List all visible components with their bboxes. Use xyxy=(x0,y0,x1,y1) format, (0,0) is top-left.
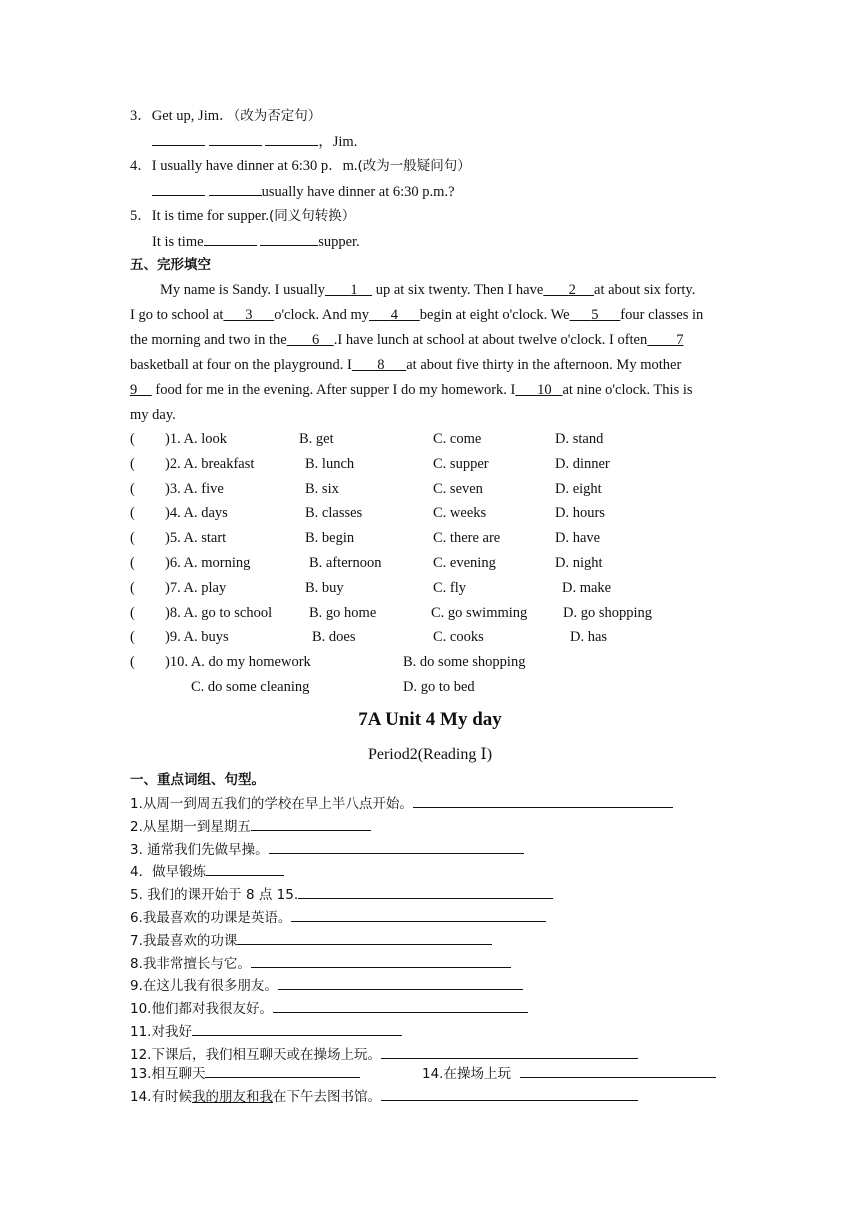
answer-blank[interactable] xyxy=(192,1021,402,1036)
item-13 xyxy=(130,1063,360,1084)
item-text: 8.我非常擅长与它。 xyxy=(130,955,251,972)
option-a[interactable]: )5. A. start xyxy=(165,530,227,547)
answer-paren[interactable]: ( xyxy=(130,604,135,621)
option-d[interactable]: D. hours xyxy=(555,505,605,522)
blank[interactable] xyxy=(152,181,205,196)
item-text-underlined: 我的朋友和我 xyxy=(191,1089,273,1105)
option-a[interactable]: )8. A. go to school xyxy=(165,604,273,621)
option-a[interactable]: )2. A. breakfast xyxy=(165,455,255,472)
answer-paren[interactable]: ( xyxy=(130,505,135,522)
q4-answer-tail: usually have dinner at 6:30 p.m.? xyxy=(261,184,455,200)
option-c[interactable]: C. go swimming xyxy=(431,604,528,621)
answer-paren[interactable]: ( xyxy=(130,555,135,571)
unit-title: 7A Unit 4 My day xyxy=(358,709,502,730)
cloze-text: My name is Sandy. I usually xyxy=(160,282,325,298)
q10-option-c[interactable]: C. do some cleaning xyxy=(191,679,310,695)
option-c[interactable]: C. supper xyxy=(433,455,489,472)
phrase-item xyxy=(130,816,371,837)
phrase-item xyxy=(130,1044,638,1065)
answer-blank[interactable] xyxy=(269,839,524,854)
option-d[interactable]: D. has xyxy=(570,629,608,646)
phrase-item xyxy=(130,930,492,951)
cloze-line-1 xyxy=(160,280,695,300)
answer-blank[interactable] xyxy=(206,861,284,876)
blank-number: 3 xyxy=(245,307,253,323)
answer-paren[interactable]: ( xyxy=(130,480,135,497)
blank[interactable] xyxy=(209,181,262,196)
cloze-blank-9[interactable] xyxy=(130,382,152,398)
cloze-text: at nine o'clock. This is xyxy=(562,382,693,398)
option-c[interactable]: C. there are xyxy=(433,530,501,547)
blank-number: 7 xyxy=(676,332,684,348)
answer-blank[interactable] xyxy=(520,1063,716,1078)
answer-paren[interactable]: ( xyxy=(130,629,135,646)
cloze-text: .I have lunch at school at about twelve o'clock. I often xyxy=(333,332,648,348)
question-5 xyxy=(130,206,355,226)
phrase-item xyxy=(130,839,524,860)
answer-blank[interactable] xyxy=(413,793,673,808)
option-d[interactable]: D. go shopping xyxy=(563,604,653,621)
answer-blank[interactable] xyxy=(291,907,546,922)
blank[interactable] xyxy=(260,231,318,246)
cloze-text: basketball at four on the playground. I xyxy=(130,357,352,373)
cloze-text: four classes in xyxy=(620,307,704,323)
cloze-blank-10[interactable] xyxy=(515,382,562,398)
item-text: 在下午去图书馆。 xyxy=(272,1089,381,1105)
q5-answer-line xyxy=(152,231,360,252)
item-text: 1.从周一到周五我们的学校在早上半八点开始。 xyxy=(130,796,413,812)
option-c[interactable]: C. come xyxy=(433,431,482,447)
cloze-text: begin at eight o'clock. We xyxy=(419,307,570,323)
option-a[interactable]: )9. A. buys xyxy=(165,629,229,646)
option-c[interactable]: C. weeks xyxy=(433,505,487,522)
cloze-line-3 xyxy=(130,330,683,350)
cloze-text: at about five thirty in the afternoon. My mother xyxy=(406,357,682,373)
cloze-blank-7[interactable] xyxy=(647,332,683,348)
blank-number: 10 xyxy=(537,382,552,398)
option-b[interactable]: B. six xyxy=(305,480,339,497)
answer-paren[interactable]: ( xyxy=(130,431,135,447)
option-a[interactable]: )7. A. play xyxy=(165,579,227,596)
option-c[interactable]: C. evening xyxy=(433,555,496,571)
answer-paren[interactable]: ( xyxy=(130,455,135,472)
cloze-blank-4[interactable] xyxy=(369,307,420,323)
option-d[interactable]: D. eight xyxy=(555,480,602,497)
phrase-item xyxy=(130,861,284,882)
option-b[interactable]: B. buy xyxy=(305,579,344,596)
phrase-item xyxy=(130,793,673,814)
question-4 xyxy=(130,156,471,176)
cloze-blank-1[interactable] xyxy=(325,282,372,298)
option-b[interactable]: B. does xyxy=(312,629,356,646)
answer-blank[interactable] xyxy=(273,998,528,1013)
cloze-text: at about six forty. xyxy=(594,282,696,298)
q4-answer-line xyxy=(152,181,455,202)
q5-answer-head: It is time xyxy=(152,234,204,250)
item-text: 14.有时候 xyxy=(130,1089,192,1105)
item-text: 10.他们都对我很友好。 xyxy=(130,1001,273,1018)
item-text: 7.我最喜欢的功课 xyxy=(130,932,238,949)
option-d[interactable]: D. dinner xyxy=(555,455,610,472)
cloze-blank-8[interactable] xyxy=(352,357,406,373)
blank-number: 2 xyxy=(568,282,576,298)
q4-hint: (改为一般疑问句） xyxy=(357,158,471,174)
option-b[interactable]: B. get xyxy=(299,431,334,447)
phrase-item xyxy=(130,884,553,905)
q3-answer-tail: ，Jim. xyxy=(318,134,358,150)
q5-answer-tail: supper. xyxy=(318,234,360,250)
q3-number: 3． xyxy=(130,108,152,124)
cloze-text: I go to school at xyxy=(130,307,224,323)
option-b[interactable]: B. begin xyxy=(305,530,355,547)
option-b[interactable]: B. go home xyxy=(309,604,377,621)
answer-blank[interactable] xyxy=(251,953,511,968)
q10-option-b[interactable]: B. do some shopping xyxy=(403,654,526,670)
cloze-heading: 五、完形填空 xyxy=(130,257,211,273)
option-a[interactable]: )6. A. morning xyxy=(165,555,251,571)
item-text: 11.对我好 xyxy=(130,1024,192,1040)
cloze-blank-6[interactable] xyxy=(287,332,334,348)
q4-number: 4． xyxy=(130,158,152,174)
answer-blank[interactable] xyxy=(381,1044,638,1059)
q4-text: I usually have dinner at 6:30 p．m. xyxy=(151,158,358,174)
item-text: 3. 通常我们先做早操。 xyxy=(130,841,269,858)
q3-hint: （改为否定句） xyxy=(233,108,322,124)
q10-option-a[interactable]: )10. A. do my homework xyxy=(165,654,311,670)
cloze-line-6: my day. xyxy=(130,407,176,423)
cloze-text: food for me in the evening. After supper I do my homework. I xyxy=(151,382,516,398)
cloze-blank-3[interactable] xyxy=(223,307,274,323)
phrase-item xyxy=(130,953,511,974)
answer-blank[interactable] xyxy=(278,975,523,990)
answer-blank[interactable] xyxy=(205,1063,360,1078)
item-text: 9.在这儿我有很多朋友。 xyxy=(130,978,278,995)
blank-number: 9 xyxy=(130,382,138,398)
question-3 xyxy=(130,106,321,126)
blank-number: 1 xyxy=(350,282,358,298)
option-d[interactable]: D. make xyxy=(562,579,612,596)
cloze-text: the morning and two in the xyxy=(130,332,287,348)
q5-text: It is time for supper. xyxy=(151,208,269,224)
blank-number: 6 xyxy=(312,332,320,348)
option-a[interactable]: )1. A. look xyxy=(165,431,228,447)
answer-paren[interactable]: ( xyxy=(130,530,135,547)
option-d[interactable]: D. night xyxy=(555,555,603,571)
cloze-line-5 xyxy=(130,380,693,400)
option-b[interactable]: B. classes xyxy=(305,505,363,522)
answer-blank[interactable] xyxy=(237,930,492,945)
cloze-text: up at six twenty. Then I have xyxy=(372,282,544,298)
phrase-item xyxy=(130,1021,402,1042)
blank[interactable] xyxy=(209,131,262,146)
q10-option-d[interactable]: D. go to bed xyxy=(403,679,475,695)
q10-paren[interactable]: ( xyxy=(130,654,135,670)
q5-hint: (同义句转换） xyxy=(268,208,356,224)
blank[interactable] xyxy=(204,231,257,246)
section-heading: 一、重点词组、句型。 xyxy=(130,772,265,788)
phrase-item xyxy=(130,998,528,1019)
option-a[interactable]: )3. A. five xyxy=(165,480,224,497)
option-d[interactable]: D. stand xyxy=(555,431,604,447)
answer-blank[interactable] xyxy=(298,884,553,899)
blank-number: 5 xyxy=(591,307,599,323)
phrase-item xyxy=(130,975,523,996)
cloze-blank-2[interactable] xyxy=(543,282,594,298)
option-a[interactable]: )4. A. days xyxy=(165,505,228,522)
answer-blank[interactable] xyxy=(381,1086,638,1101)
option-b[interactable]: B. lunch xyxy=(305,455,355,472)
item-text: 12.下课后，我们相互聊天或在操场上玩。 xyxy=(130,1046,381,1063)
blank-number: 4 xyxy=(390,307,399,323)
item-text: 4．做早锻炼 xyxy=(130,864,207,881)
item-text: 5. 我们的课开始于 8 点 15. xyxy=(130,887,299,904)
item-text: 13.相互聊天 xyxy=(130,1066,206,1082)
option-c[interactable]: C. cooks xyxy=(433,629,484,646)
blank-number: 8 xyxy=(377,357,385,373)
period-subtitle: Period2(Reading Ⅰ) xyxy=(367,746,493,763)
blank[interactable] xyxy=(152,131,205,146)
q3-answer-line xyxy=(152,131,357,152)
cloze-line-4 xyxy=(130,355,681,375)
q3-text: Get up, Jim． xyxy=(151,108,234,124)
option-c[interactable]: C. fly xyxy=(433,579,467,596)
item-text: 14.在操场上玩 xyxy=(422,1066,511,1082)
option-b[interactable]: B. afternoon xyxy=(309,555,382,571)
item-text: 2.从星期一到星期五 xyxy=(130,818,251,835)
option-d[interactable]: D. have xyxy=(555,530,601,547)
phrase-item xyxy=(130,907,546,928)
item-text: 6.我最喜欢的功课是英语。 xyxy=(130,910,292,926)
item-14a xyxy=(130,1086,638,1107)
blank[interactable] xyxy=(265,131,318,146)
cloze-text: o'clock. And my xyxy=(274,307,370,323)
cloze-line-2 xyxy=(130,305,703,325)
answer-paren[interactable]: ( xyxy=(130,579,135,596)
q5-number: 5． xyxy=(130,208,152,224)
item-14b xyxy=(422,1063,716,1084)
cloze-blank-5[interactable] xyxy=(570,307,621,323)
option-c[interactable]: C. seven xyxy=(433,480,483,497)
answer-blank[interactable] xyxy=(251,816,371,831)
